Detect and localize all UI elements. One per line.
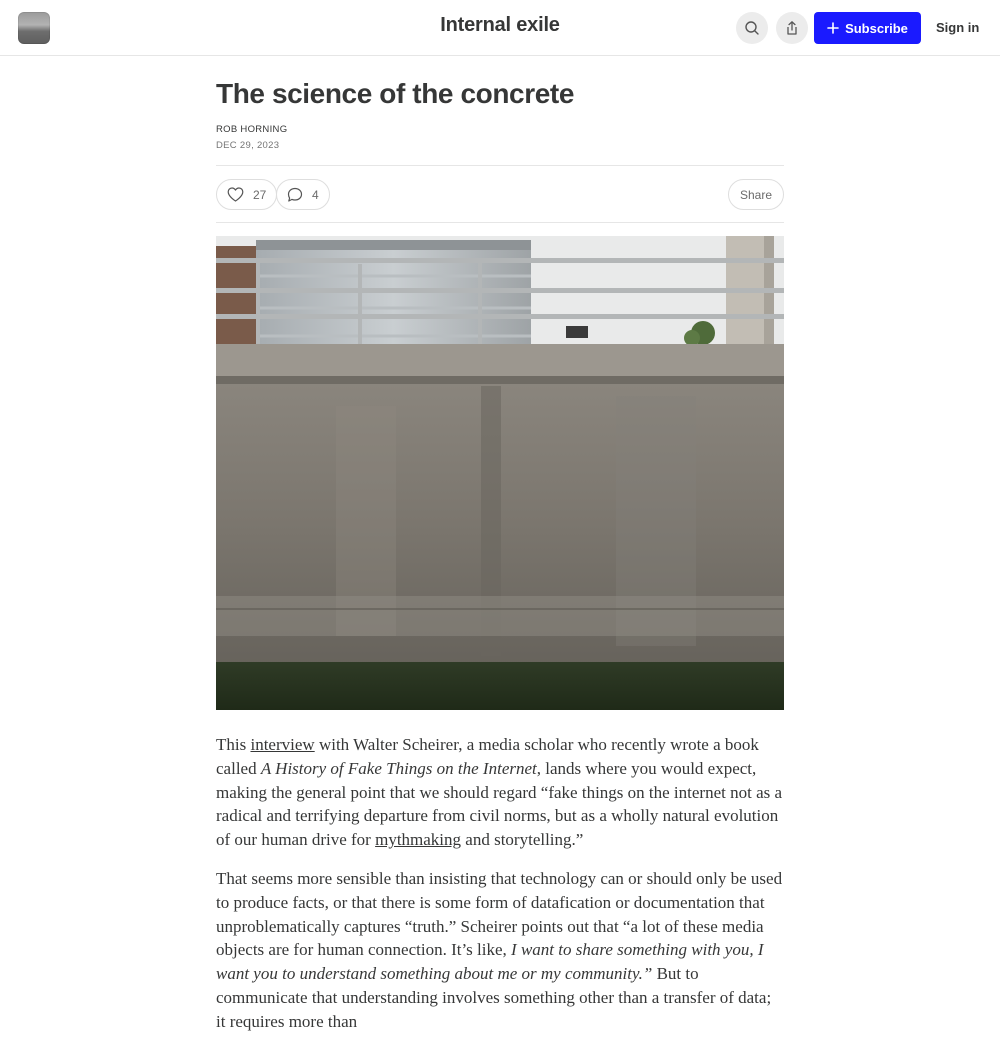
divider [216, 222, 784, 223]
book-title: A History of Fake Things on the Internet [260, 758, 537, 778]
sign-in-button[interactable]: Sign in [936, 20, 980, 35]
paragraph: This interview with Walter Scheirer, a media scholar who recently wrote a book called A History of Fake Things on the Internet, lands where you would expect, making the general point that we should regard “fake things on the internet not as a radical and terrifying departure from civil norms, but as a wholly natural evolution of our human drive for mythmaking and storytelling.” [216, 735, 783, 850]
search-icon [744, 20, 760, 36]
publication-title[interactable]: Internal exile [440, 14, 560, 36]
heart-icon [227, 187, 244, 202]
comment-count: 4 [312, 187, 319, 202]
share-label: Share [739, 187, 773, 202]
italic-quote: I want to share something with you, I want you to understand something about me or my community.” [216, 940, 764, 984]
post-author[interactable]: ROB HORNING [216, 124, 288, 135]
divider [216, 165, 784, 166]
top-navigation-bar [0, 0, 1000, 56]
share-button[interactable] [776, 12, 808, 44]
interview-link[interactable]: interview [250, 735, 315, 754]
plus-icon [827, 22, 839, 34]
share-post-button[interactable] [728, 179, 784, 210]
like-button[interactable] [216, 179, 277, 210]
subscribe-label: Subscribe [845, 20, 908, 36]
like-count: 27 [253, 187, 267, 202]
post-image-concrete-wall[interactable] [216, 236, 784, 710]
share-icon [784, 20, 800, 36]
search-button[interactable] [736, 12, 768, 44]
mythmaking-link[interactable]: mythmaking [375, 830, 462, 850]
concrete-wall-photo [216, 236, 784, 710]
comment-button[interactable] [276, 179, 330, 210]
post-title: The science of the concrete [216, 78, 574, 109]
post-body [216, 733, 784, 1049]
paragraph: That seems more sensible than insisting that technology can or should only be used to produce facts, or that there is some form of datafication or documentation that unproblematically captures “truth.” Scheirer points out that “a lot of these media objects are for human connection. It’s like, I want to share something with you, I want you to understand something about me or my community.” But to communicate that understanding involves something other than a transfer of data; it requires more than [216, 868, 783, 1031]
subscribe-button[interactable] [814, 12, 921, 44]
post-date: DEC 29, 2023 [216, 140, 280, 151]
comment-icon [287, 187, 303, 203]
